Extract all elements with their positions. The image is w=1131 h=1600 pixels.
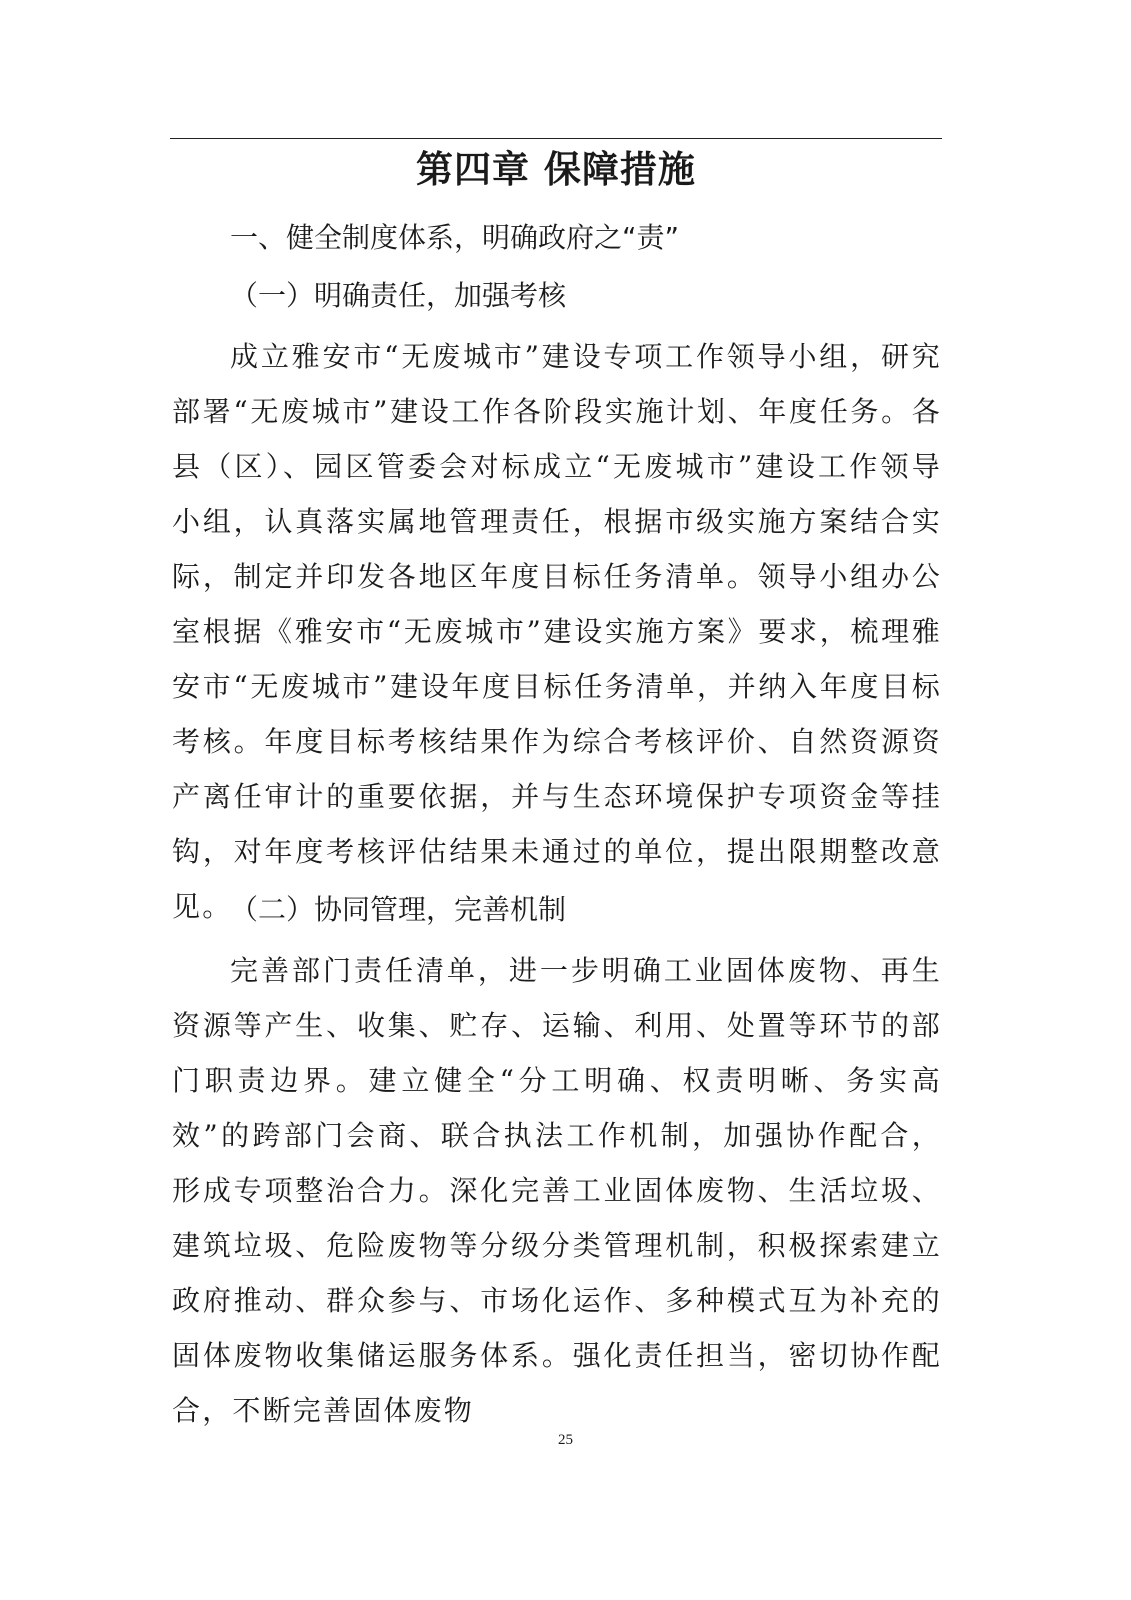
subsection-heading-2: （二）协同管理，完善机制 — [230, 893, 567, 926]
paragraph-2: 完善部门责任清单，进一步明确工业固体废物、再生资源等产生、收集、贮存、运输、利用、处置等环节的部门职责边界。建立健全“分工明确、权责明晰、务实高效”的跨部门会商、联合执法工作机制，加强协作配合，形成专项整治合力。深化完善工业固体废物、生活垃圾、建筑垃圾、危险废物等分级分类管理机制，积极探索建立政府推动、群众参与、市场化运作、多种模式互为补充的固体废物收集储运服务体系。强化责任担当，密切协作配合，不断完善固体废物 — [172, 954, 942, 1427]
subsection-heading-1: （一）明确责任，加强考核 — [230, 279, 567, 312]
paragraph-1: 成立雅安市“无废城市”建设专项工作领导小组，研究部署“无废城市”建设工作各阶段实施计划、年度任务。各县（区）、园区管委会对标成立“无废城市”建设工作领导小组，认真落实属地管理责任，根据市级实施方案结合实际，制定并印发各地区年度目标任务清单。领导小组办公室根据《雅安市“无废城市”建设实施方案》要求，梳理雅安市“无废城市”建设年度目标任务清单，并纳入年度目标考核。年度目标考核结果作为综合考核评价、自然资源资产离任审计的重要依据，并与生态环境保护专项资金等挂钩，对年度考核评估结果未通过的单位，提出限期整改意见。 — [172, 340, 942, 923]
section-heading: 一、健全制度体系，明确政府之“责” — [230, 221, 680, 254]
header-rule — [170, 138, 942, 139]
page-number: 25 — [558, 1432, 573, 1448]
chapter-title: 第四章 保障措施 — [416, 148, 696, 191]
